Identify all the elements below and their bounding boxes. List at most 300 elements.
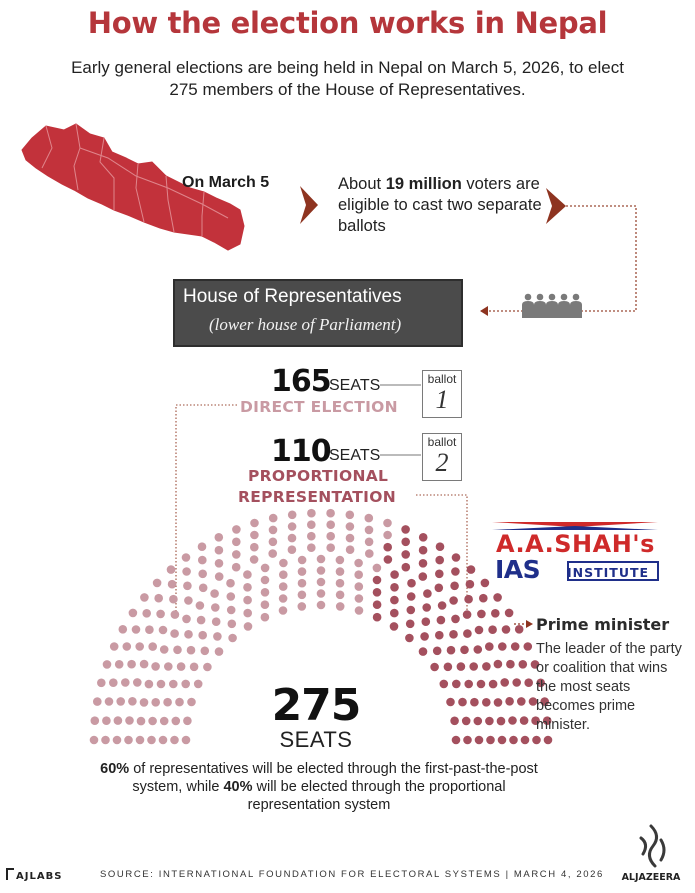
seat-direct xyxy=(261,564,270,573)
seat-direct xyxy=(194,680,203,689)
seat-direct xyxy=(232,563,241,572)
seat-proportional xyxy=(479,594,488,603)
seat-direct xyxy=(215,572,224,581)
seat-direct xyxy=(159,626,168,635)
seat-direct xyxy=(182,567,191,576)
seat-direct xyxy=(336,567,345,576)
seat-direct xyxy=(317,601,326,610)
seat-direct xyxy=(140,660,149,669)
ballot-2-number: 2 xyxy=(435,448,449,477)
seat-proportional xyxy=(451,567,460,576)
seat-proportional xyxy=(463,736,472,745)
seat-proportional xyxy=(520,716,529,725)
seat-direct xyxy=(163,698,172,707)
seat-proportional xyxy=(474,645,483,654)
seat-proportional xyxy=(446,698,455,707)
seat-direct xyxy=(170,736,179,745)
seat-direct xyxy=(269,526,278,535)
seat-direct xyxy=(210,589,219,598)
seat-direct xyxy=(169,595,178,604)
seat-proportional xyxy=(435,556,444,565)
seat-direct xyxy=(279,606,288,615)
seat-direct xyxy=(133,678,142,687)
seat-proportional xyxy=(524,642,533,651)
seat-proportional xyxy=(430,663,439,672)
seat-direct xyxy=(110,642,119,651)
seat-proportional xyxy=(401,550,410,559)
house-subtitle: (lower house of Parliament) xyxy=(209,315,402,334)
seat-direct xyxy=(355,594,364,603)
seat-proportional xyxy=(500,678,509,687)
seat-proportional xyxy=(502,625,511,634)
seat-proportional xyxy=(488,625,497,634)
seat-direct xyxy=(228,634,237,643)
direct-seats-word: SEATS xyxy=(329,377,381,394)
seat-direct xyxy=(215,546,224,555)
seat-proportional xyxy=(407,592,416,601)
seat-direct xyxy=(269,538,278,547)
seat-proportional xyxy=(436,542,445,551)
seat-proportional xyxy=(508,716,517,725)
seat-direct xyxy=(336,579,345,588)
seat-proportional xyxy=(515,625,524,634)
seat-direct xyxy=(365,538,374,547)
seat-direct xyxy=(243,570,252,579)
seat-direct xyxy=(279,559,288,568)
seat-direct xyxy=(307,520,316,529)
seat-proportional xyxy=(405,634,414,643)
seat-proportional xyxy=(494,660,503,669)
seat-proportional xyxy=(505,697,514,706)
seat-direct xyxy=(132,625,141,634)
seat-direct xyxy=(156,610,165,619)
seat-direct xyxy=(157,680,166,689)
seat-proportional xyxy=(544,736,553,745)
seat-proportional xyxy=(512,678,521,687)
seat-proportional xyxy=(440,680,449,689)
seat-direct xyxy=(151,662,160,671)
seat-direct xyxy=(279,570,288,579)
seat-direct xyxy=(227,606,236,615)
seat-direct xyxy=(137,717,146,726)
seat-proportional xyxy=(506,660,515,669)
seat-proportional xyxy=(447,646,456,655)
seat-proportional xyxy=(470,698,479,707)
seat-direct xyxy=(261,588,270,597)
seat-direct xyxy=(135,642,144,651)
seat-direct xyxy=(183,717,192,726)
seat-proportional xyxy=(452,680,461,689)
seat-proportional xyxy=(452,736,461,745)
seat-proportional xyxy=(457,662,466,671)
seat-direct xyxy=(154,594,163,603)
seat-proportional xyxy=(498,736,507,745)
seat-direct xyxy=(124,736,133,745)
total-seats-word: SEATS xyxy=(279,727,353,752)
seat-proportional xyxy=(401,538,410,547)
logo-text-institute: INSTITUTE xyxy=(567,565,650,580)
seat-direct xyxy=(159,736,168,745)
seat-direct xyxy=(250,543,259,552)
seat-proportional xyxy=(373,613,382,622)
seat-proportional xyxy=(491,609,500,618)
seat-proportional xyxy=(438,601,447,610)
seat-direct xyxy=(383,519,392,528)
seat-direct xyxy=(183,582,192,591)
seat-direct xyxy=(213,632,222,641)
seat-proportional xyxy=(390,583,399,592)
ajlabs-mark-icon xyxy=(6,868,14,880)
seat-proportional xyxy=(433,647,442,656)
seat-direct xyxy=(212,617,221,626)
seat-proportional xyxy=(474,717,483,726)
seat-direct xyxy=(128,697,137,706)
seat-proportional xyxy=(498,642,507,651)
seat-direct xyxy=(187,698,196,707)
seat-direct xyxy=(93,697,102,706)
seat-proportional xyxy=(489,680,498,689)
seat-direct xyxy=(90,736,99,745)
seat-direct xyxy=(127,660,136,669)
seat-direct xyxy=(182,736,191,745)
seat-direct xyxy=(243,609,252,618)
seat-direct xyxy=(261,576,270,585)
seat-direct xyxy=(307,509,316,518)
seat-direct xyxy=(145,625,154,634)
total-seats-number: 275 xyxy=(271,680,361,731)
logo-text-ias: IAS xyxy=(495,555,541,584)
seat-direct xyxy=(232,525,241,534)
source-credit: SOURCE: INTERNATIONAL FOUNDATION FOR ELECTORAL SYSTEMS | MARCH 4, 2026 xyxy=(100,869,604,880)
seat-proportional xyxy=(458,698,467,707)
seat-proportional xyxy=(373,576,382,585)
seat-proportional xyxy=(509,736,518,745)
seat-direct xyxy=(244,622,253,631)
seat-proportional xyxy=(477,610,486,619)
seat-direct xyxy=(298,567,307,576)
seat-direct xyxy=(121,678,130,687)
seat-proportional xyxy=(485,717,494,726)
seat-direct xyxy=(298,579,307,588)
seat-direct xyxy=(197,616,206,625)
seat-direct xyxy=(365,514,374,523)
seat-proportional xyxy=(449,630,458,639)
seat-direct xyxy=(91,716,100,725)
seat-direct xyxy=(151,698,160,707)
seat-direct xyxy=(115,660,124,669)
seat-direct xyxy=(354,570,363,579)
seat-direct xyxy=(105,697,114,706)
seat-direct xyxy=(326,543,335,552)
house-title: House of Representatives xyxy=(183,286,402,307)
seat-direct xyxy=(171,610,180,619)
prime-minister-description: The leader of the party or coalition that wins the most seats becomes prime minister. xyxy=(536,641,682,733)
seat-direct xyxy=(279,582,288,591)
seat-direct xyxy=(243,596,252,605)
seat-proportional xyxy=(422,603,431,612)
seat-proportional xyxy=(435,584,444,593)
proportional-seats-word: SEATS xyxy=(329,447,381,464)
seat-direct xyxy=(184,630,193,639)
seat-direct xyxy=(113,736,122,745)
seat-direct xyxy=(198,631,207,640)
seat-direct xyxy=(123,642,132,651)
seat-direct xyxy=(243,583,252,592)
seat-proportional xyxy=(494,698,503,707)
proportional-label-line-1: PROPORTIONAL xyxy=(248,467,389,485)
seat-direct xyxy=(181,680,190,689)
seat-direct xyxy=(164,662,173,671)
seat-direct xyxy=(250,519,259,528)
seat-proportional xyxy=(373,588,382,597)
proportional-label-line-2: REPRESENTATION xyxy=(238,488,396,506)
seat-direct xyxy=(182,615,191,624)
seat-direct xyxy=(373,564,382,573)
seat-proportional xyxy=(464,595,473,604)
subtitle-line-2: 275 members of the House of Representatives. xyxy=(169,80,526,99)
seat-proportional xyxy=(420,632,429,641)
seat-direct xyxy=(160,717,169,726)
seat-proportional xyxy=(463,629,472,638)
seat-proportional xyxy=(460,646,469,655)
seat-direct xyxy=(145,680,154,689)
seat-direct xyxy=(288,511,297,520)
seat-direct xyxy=(140,698,149,707)
direct-election-label: DIRECT ELECTION xyxy=(240,398,398,416)
seat-proportional xyxy=(519,660,528,669)
page-title: How the election works in Nepal xyxy=(87,6,608,40)
seat-proportional xyxy=(390,596,399,605)
seat-proportional xyxy=(450,717,459,726)
seat-direct xyxy=(184,596,193,605)
ajlabs-logo: AJLABS xyxy=(6,868,62,882)
ballot-2-word: ballot xyxy=(427,435,457,449)
voters-text: About 19 million voters are eligible to cast two separate ballots xyxy=(338,175,542,235)
seat-proportional xyxy=(401,525,410,534)
seat-direct xyxy=(170,629,179,638)
ballot-1-number: 1 xyxy=(435,385,449,414)
seat-direct xyxy=(326,520,335,529)
seat-proportional xyxy=(486,736,495,745)
seat-direct xyxy=(203,663,212,672)
seat-direct xyxy=(147,736,156,745)
seat-direct xyxy=(215,647,224,656)
seat-proportional xyxy=(402,563,411,572)
seat-direct xyxy=(261,600,270,609)
seat-direct xyxy=(317,578,326,587)
ballot-1-word: ballot xyxy=(427,372,457,386)
seat-proportional xyxy=(390,609,399,618)
seat-proportional xyxy=(463,610,472,619)
seat-proportional xyxy=(407,579,416,588)
seat-direct xyxy=(198,570,207,579)
seat-proportional xyxy=(517,697,526,706)
seat-direct xyxy=(326,509,335,518)
seat-proportional xyxy=(477,680,486,689)
seat-proportional xyxy=(493,593,502,602)
seat-direct xyxy=(346,534,355,543)
seat-proportional xyxy=(419,546,428,555)
seat-proportional xyxy=(450,582,459,591)
seat-proportional xyxy=(485,642,494,651)
seat-proportional xyxy=(407,606,416,615)
seat-direct xyxy=(125,716,134,725)
logo-text-line1: A.A.SHAH's xyxy=(496,530,655,558)
seat-proportional xyxy=(390,570,399,579)
seat-direct xyxy=(190,663,199,672)
seat-direct xyxy=(129,609,138,618)
seat-proportional xyxy=(373,600,382,609)
seat-direct xyxy=(288,522,297,531)
seat-direct xyxy=(336,591,345,600)
seat-direct xyxy=(97,679,106,688)
seat-proportional xyxy=(532,736,541,745)
seat-direct xyxy=(103,660,112,669)
seat-direct xyxy=(173,646,182,655)
seat-direct xyxy=(317,566,326,575)
seat-direct xyxy=(326,532,335,541)
seat-direct xyxy=(119,625,128,634)
seat-proportional xyxy=(435,631,444,640)
seat-direct xyxy=(307,532,316,541)
seat-direct xyxy=(177,662,186,671)
seat-direct xyxy=(346,545,355,554)
seat-direct xyxy=(298,591,307,600)
seat-proportional xyxy=(511,642,520,651)
subtitle-line-1: Early general elections are being held in Nepal on March 5, 2026, to elect xyxy=(71,58,624,77)
seat-direct xyxy=(317,589,326,598)
seat-proportional xyxy=(467,565,476,574)
seat-direct xyxy=(175,698,184,707)
seat-proportional xyxy=(437,616,446,625)
seat-direct xyxy=(227,592,236,601)
seat-direct xyxy=(148,717,157,726)
seat-direct xyxy=(288,534,297,543)
seat-direct xyxy=(136,736,145,745)
seat-proportional xyxy=(435,570,444,579)
seat-proportional xyxy=(452,553,461,562)
seat-direct xyxy=(269,514,278,523)
seat-proportional xyxy=(422,617,431,626)
seat-proportional xyxy=(464,680,473,689)
seat-proportional xyxy=(475,626,484,635)
seat-direct xyxy=(355,582,364,591)
seat-proportional xyxy=(406,620,415,629)
proportional-seats-number: 110 xyxy=(271,434,331,469)
seat-proportional xyxy=(449,596,458,605)
seat-direct xyxy=(169,680,178,689)
seat-direct xyxy=(336,556,345,565)
seat-direct xyxy=(182,553,191,562)
seat-direct xyxy=(109,678,118,687)
aljazeera-wordmark: ALJAZEERA xyxy=(621,872,681,883)
seat-proportional xyxy=(423,589,432,598)
seat-direct xyxy=(153,579,162,588)
seat-proportional xyxy=(497,717,506,726)
seat-direct xyxy=(167,565,176,574)
seat-direct xyxy=(211,603,220,612)
seat-direct xyxy=(226,579,235,588)
seat-direct xyxy=(307,543,316,552)
seat-direct xyxy=(198,556,207,565)
seat-direct xyxy=(196,601,205,610)
seat-proportional xyxy=(383,543,392,552)
seat-direct xyxy=(365,549,374,558)
seat-direct xyxy=(250,531,259,540)
seat-proportional xyxy=(469,662,478,671)
seat-proportional xyxy=(505,609,514,618)
system-note: 60% of representatives will be elected through the first-past-the-post system, while 40% will be elected through the proportional representation system xyxy=(100,761,538,813)
seat-direct xyxy=(346,511,355,520)
seat-direct xyxy=(365,526,374,535)
seat-direct xyxy=(232,550,241,559)
seat-direct xyxy=(215,533,224,542)
seat-proportional xyxy=(524,678,533,687)
seat-direct xyxy=(101,736,110,745)
seat-proportional xyxy=(419,559,428,568)
seat-direct xyxy=(288,545,297,554)
seat-direct xyxy=(228,620,237,629)
seat-direct xyxy=(232,538,241,547)
direct-seats-number: 165 xyxy=(271,364,331,399)
seat-direct xyxy=(160,645,169,654)
seat-proportional xyxy=(475,736,484,745)
seat-direct xyxy=(383,531,392,540)
seat-direct xyxy=(116,697,125,706)
seat-proportional xyxy=(419,647,428,656)
seat-proportional xyxy=(482,698,491,707)
seat-direct xyxy=(102,716,111,725)
seat-direct xyxy=(199,584,208,593)
seat-direct xyxy=(168,580,177,589)
seat-direct xyxy=(140,593,149,602)
seat-direct xyxy=(298,602,307,611)
seat-direct xyxy=(317,555,326,564)
seat-direct xyxy=(261,613,270,622)
seat-direct xyxy=(336,602,345,611)
seat-proportional xyxy=(481,579,490,588)
seat-direct xyxy=(187,646,196,655)
date-label: On March 5 xyxy=(182,174,270,191)
seat-proportional xyxy=(384,555,393,564)
seat-proportional xyxy=(419,572,428,581)
seat-direct xyxy=(172,717,181,726)
seat-direct xyxy=(250,555,259,564)
seat-proportional xyxy=(390,622,399,631)
seat-proportional xyxy=(462,717,471,726)
seat-proportional xyxy=(419,533,428,542)
prime-minister-title: Prime minister xyxy=(536,615,670,634)
seat-direct xyxy=(298,556,307,565)
seat-direct xyxy=(198,542,207,551)
seat-direct xyxy=(142,609,151,618)
seat-direct xyxy=(279,594,288,603)
aljazeera-logo-icon xyxy=(629,822,673,870)
seat-proportional xyxy=(521,736,530,745)
seat-direct xyxy=(355,606,364,615)
seat-direct xyxy=(148,642,157,651)
seat-direct xyxy=(201,647,210,656)
seat-direct xyxy=(346,522,355,531)
seat-proportional xyxy=(466,580,475,589)
seat-direct xyxy=(268,549,277,558)
seat-proportional xyxy=(482,662,491,671)
seat-proportional xyxy=(444,663,453,672)
seat-direct xyxy=(215,559,224,568)
seat-direct xyxy=(114,716,123,725)
seat-proportional xyxy=(451,615,460,624)
seat-direct xyxy=(354,559,363,568)
